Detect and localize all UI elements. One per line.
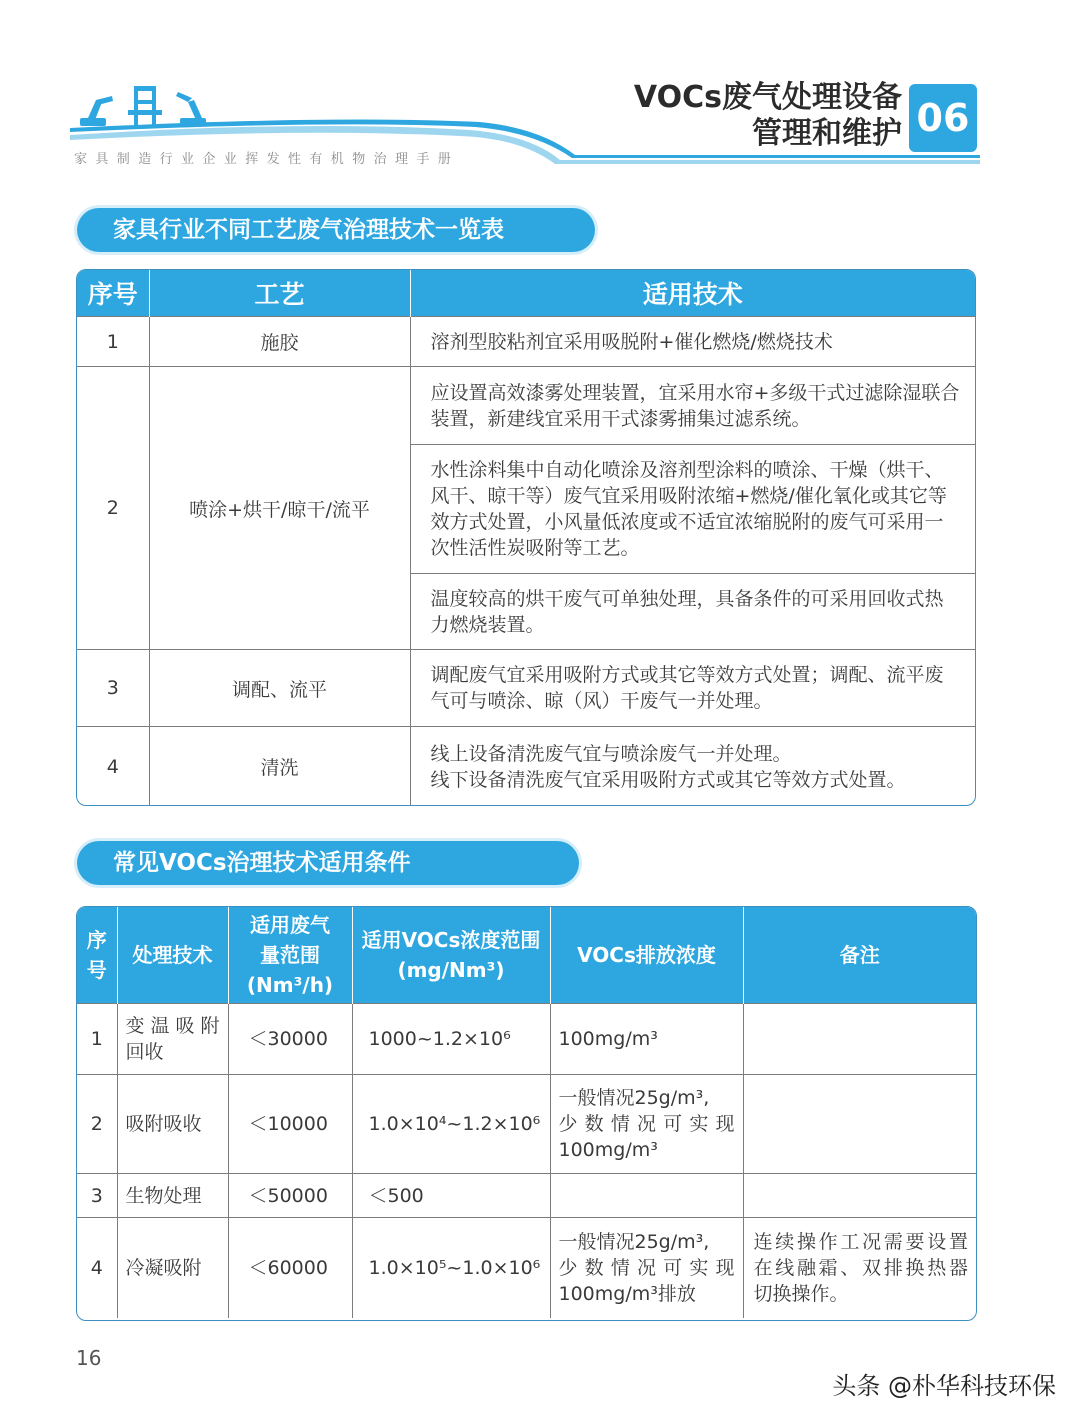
section2-title: 常见VOCs治理技术适用条件 <box>77 841 579 885</box>
row-no: 4 <box>77 727 149 807</box>
row-tech-line: 变温吸附 <box>125 1015 220 1037</box>
robot-arm-icon <box>176 92 206 126</box>
row-emission-line: 少数情况可实现 <box>558 1113 735 1135</box>
row-emission-line: 少数情况可实现 <box>558 1257 735 1279</box>
row-process: 调配、流平 <box>149 650 410 727</box>
chapter-title-line1: VOCs废气处理设备 <box>633 80 902 115</box>
row-tech: 溶剂型胶粘剂宜采用吸脱附+催化燃烧/燃烧技术 <box>410 317 975 367</box>
header-tech: 适用技术 <box>410 270 975 317</box>
row-no: 1 <box>77 1004 117 1075</box>
table-row <box>77 1004 976 1075</box>
row-no: 1 <box>77 317 149 367</box>
table-header-row <box>77 270 975 317</box>
row-emission-line: 100mg/m³排放 <box>558 1283 696 1305</box>
row-process: 施胶 <box>149 317 410 367</box>
table-row <box>77 367 975 445</box>
header-no-line: 序 <box>86 928 107 952</box>
row-no: 3 <box>77 650 149 727</box>
row-air: ＜30000 <box>228 1004 352 1075</box>
row-tech <box>117 1004 228 1075</box>
row-tech <box>410 727 975 807</box>
row-air: ＜60000 <box>228 1218 352 1319</box>
header-air-line: 适用废气 <box>250 913 330 937</box>
chapter-number-badge: 06 <box>909 84 977 152</box>
table-header-row <box>77 907 976 1004</box>
header-process: 工艺 <box>149 270 410 317</box>
chair-icon <box>128 86 162 126</box>
header-note: 备注 <box>743 907 976 1004</box>
row-emission <box>550 1218 743 1319</box>
row-no: 3 <box>77 1174 117 1218</box>
row-tech: 温度较高的烘干废气可单独处理，具备条件的可采用回收式热力燃烧装置。 <box>410 574 975 650</box>
table-row <box>77 1174 976 1218</box>
row-emission <box>550 1075 743 1174</box>
row-no: 2 <box>77 367 149 650</box>
row-conc: ＜500 <box>352 1174 550 1218</box>
row-process: 喷涂+烘干/晾干/流平 <box>149 367 410 650</box>
row-tech: 调配废气宜采用吸附方式或其它等效方式处置；调配、流平废气可与喷涂、晾（风）干废气一并处理。 <box>410 650 975 727</box>
header-air-line: 量范围 <box>260 943 320 967</box>
row-note <box>743 1218 976 1319</box>
row-tech: 冷凝吸附 <box>117 1218 228 1319</box>
row-tech: 吸附吸收 <box>117 1075 228 1174</box>
row-process: 清洗 <box>149 727 410 807</box>
vocs-conditions-table <box>76 906 977 1321</box>
row-tech-line: 线上设备清洗废气宜与喷涂废气一并处理。 <box>430 742 792 765</box>
header-conc-line: (mg/Nm³) <box>397 958 505 982</box>
table-row <box>77 1218 976 1319</box>
table-row <box>77 650 975 727</box>
table-row <box>77 727 975 807</box>
header-no-line: 号 <box>86 958 107 982</box>
row-tech: 生物处理 <box>117 1174 228 1218</box>
row-note-line: 在线融霜、双排换热器 <box>753 1257 968 1279</box>
process-treatment-table <box>76 269 976 806</box>
header-no <box>77 907 117 1004</box>
row-emission-line: 一般情况25g/m³, <box>558 1231 710 1253</box>
row-note-line: 切换操作。 <box>753 1283 849 1305</box>
row-no: 4 <box>77 1218 117 1319</box>
manual-subtitle: 家具制造行业企业挥发性有机物治理手册 <box>74 152 460 167</box>
header-air-line: (Nm³/h) <box>246 973 334 997</box>
row-no: 2 <box>77 1075 117 1174</box>
table-row <box>77 317 975 367</box>
row-emission-line: 100mg/m³ <box>558 1028 658 1050</box>
row-note <box>743 1174 976 1218</box>
header-conc-line: 适用VOCs浓度范围 <box>361 928 541 952</box>
row-emission-line: 一般情况25g/m³, <box>558 1087 710 1109</box>
table-row <box>77 1075 976 1174</box>
header-emission: VOCs排放浓度 <box>550 907 743 1004</box>
row-note <box>743 1004 976 1075</box>
row-tech-line: 线下设备清洗废气宜采用吸附方式或其它等效方式处置。 <box>430 768 906 791</box>
row-emission <box>550 1174 743 1218</box>
header-tech: 处理技术 <box>117 907 228 1004</box>
chapter-title <box>634 80 902 152</box>
row-note-line: 连续操作工况需要设置 <box>753 1231 968 1253</box>
section1-title: 家具行业不同工艺废气治理技术一览表 <box>77 208 595 252</box>
row-tech: 水性涂料集中自动化喷涂及溶剂型涂料的喷涂、干燥（烘干、风干、晾干等）废气宜采用吸附浓缩+燃烧/催化氧化或其它等效方式处置，小风量低浓度或不适宜浓缩脱附的废气可采用一次性活性炭吸附等工艺。 <box>410 445 975 574</box>
header-no: 序号 <box>77 270 149 317</box>
header-concentration <box>352 907 550 1004</box>
row-air: ＜50000 <box>228 1174 352 1218</box>
row-conc: 1.0×10⁵~1.0×10⁶ <box>352 1218 550 1319</box>
row-emission-line: 100mg/m³ <box>558 1139 658 1161</box>
robot-arm-icon <box>80 96 113 126</box>
row-conc: 1000~1.2×10⁶ <box>352 1004 550 1075</box>
row-air: ＜10000 <box>228 1075 352 1174</box>
row-emission <box>550 1004 743 1075</box>
chapter-title-line2: 管理和维护 <box>752 116 902 151</box>
row-note <box>743 1075 976 1174</box>
row-tech: 应设置高效漆雾处理装置，宜采用水帘+多级干式过滤除湿联合装置，新建线宜采用干式漆雾捕集过滤系统。 <box>410 367 975 445</box>
row-conc: 1.0×10⁴~1.2×10⁶ <box>352 1075 550 1174</box>
watermark: 头条 @朴华科技环保 <box>832 1372 1056 1400</box>
header-air-volume <box>228 907 352 1004</box>
row-tech-line: 回收 <box>125 1041 164 1063</box>
page-number: 16 <box>76 1346 102 1370</box>
